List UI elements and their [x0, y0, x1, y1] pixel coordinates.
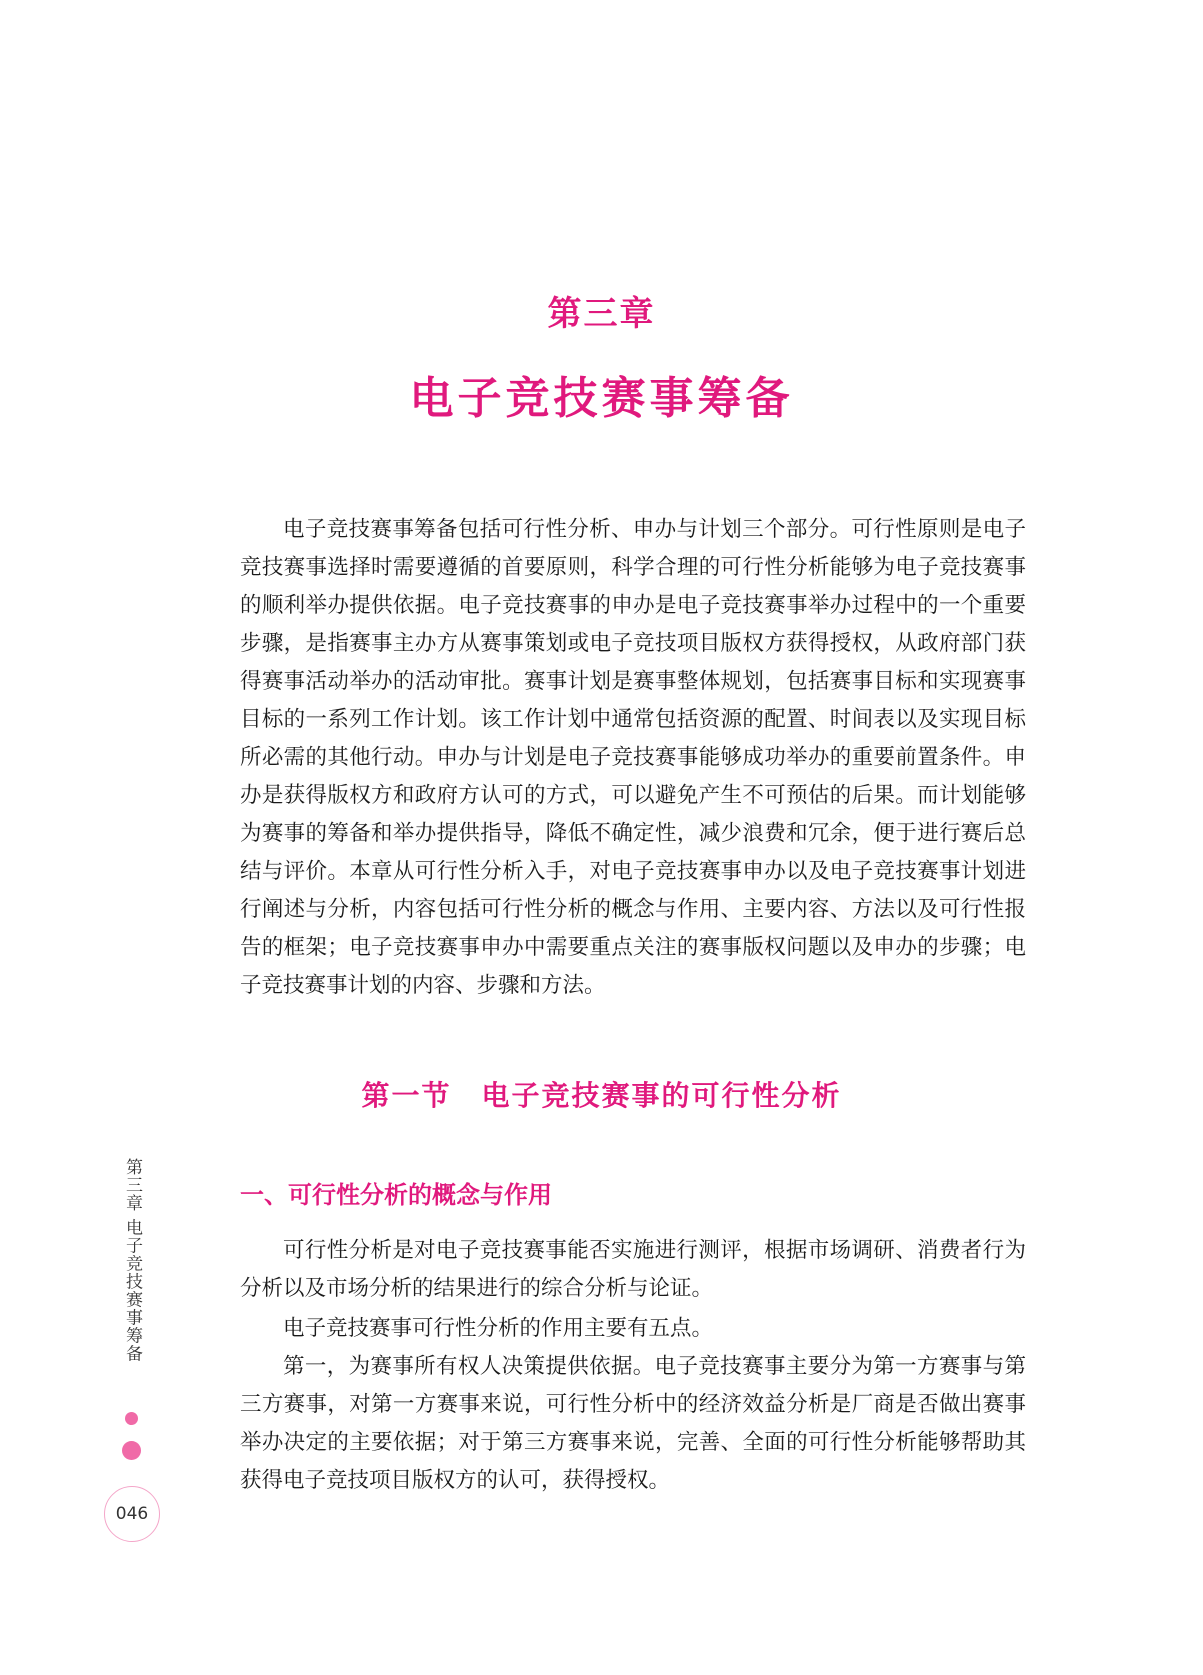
- body-paragraph: 可行性分析是对电子竞技赛事能否实施进行测评，根据市场调研、消费者行为分析以及市场分析的结果进行的综合分析与论证。: [240, 1238, 1026, 1301]
- section-title: 第一节 电子竞技赛事的可行性分析: [361, 1079, 842, 1112]
- intro-paragraph: 电子竞技赛事筹备包括可行性分析、申办与计划三个部分。可行性原则是电子竞技赛事选择时需要遵循的首要原则，科学合理的可行性分析能够为电子竞技赛事的顺利举办提供依据。电子竞技赛事的申办是电子竞技赛事举办过程中的一个重要步骤，是指赛事主办方从赛事策划或电子竞技项目版权方获得授权，从政府部门获得赛事活动举办的活动审批。赛事计划是赛事整体规划，包括赛事目标和实现赛事目标的一系列工作计划。该工作计划中通常包括资源的配置、时间表以及实现目标所必需的其他行动。申办与计划是电子竞技赛事能够成功举办的重要前置条件。申办是获得版权方和政府方认可的方式，可以避免产生不可预估的后果。而计划能够为赛事的筹备和举办提供指导，降低不确定性，减少浪费和冗余，便于进行赛后总结与评价。本章从可行性分析入手，对电子竞技赛事申办以及电子竞技赛事计划进行阐述与分析，内容包括可行性分析的概念与作用、主要内容、方法以及可行性报告的框架；电子竞技赛事申办中需要重点关注的赛事版权问题以及申办的步骤；电子竞技赛事计划的内容、步骤和方法。: [240, 517, 1026, 998]
- decorative-dot-small: [125, 1412, 138, 1425]
- body-paragraph: 第一，为赛事所有权人决策提供依据。电子竞技赛事主要分为第一方赛事与第三方赛事，对第一方赛事来说，可行性分析中的经济效益分析是厂商是否做出赛事举办决定的主要依据；对于第三方赛事来说，完善、全面的可行性分析能够帮助其获得电子竞技项目版权方的认可，获得授权。: [240, 1354, 1026, 1493]
- chapter-label: 第三章: [547, 294, 656, 334]
- subsection-title: 一、可行性分析的概念与作用: [240, 1181, 552, 1209]
- page-number: 046: [104, 1486, 160, 1542]
- chapter-title: 电子竞技赛事筹备: [409, 373, 794, 424]
- decorative-dot-large: [122, 1441, 141, 1460]
- running-chapter-label: 第三章 电子竞技赛事筹备: [122, 1158, 142, 1363]
- body-paragraph: 电子竞技赛事可行性分析的作用主要有五点。: [283, 1316, 714, 1341]
